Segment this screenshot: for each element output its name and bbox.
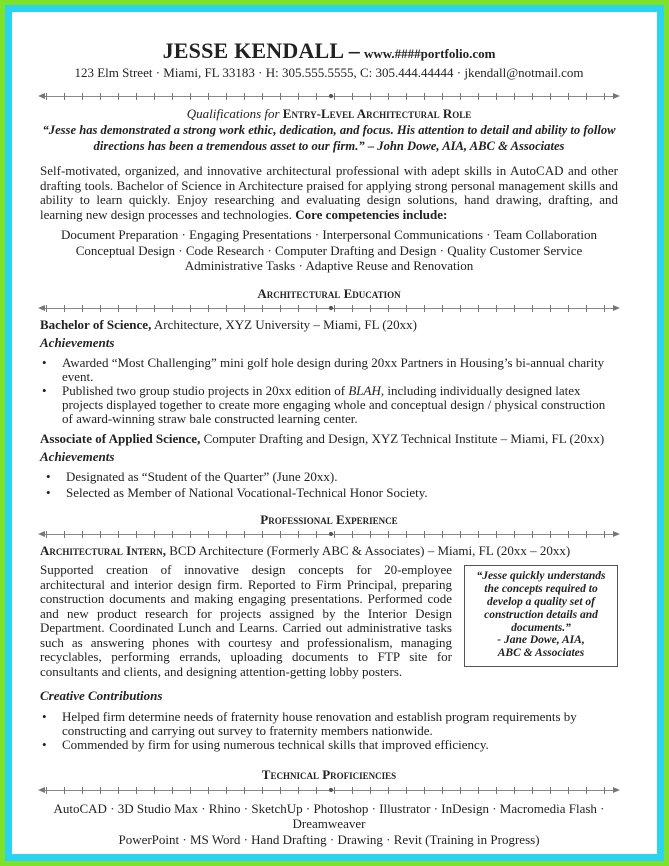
contact-line: 123 Elm Street · Miami, FL 33183 · H: 305.555.5555, C: 305.444.44444 · jkendall@notmail.com bbox=[74, 65, 584, 80]
job-description: Supported creation of innovative design concepts for 20-employee architectural and interior design firm. Reported to Firm Principal, preparing construction documents and making engaging presentations. Performed code and new product research for projects assigned by the Interior Design Department. Coordinated Lunch and Learns. Carried out administrative tasks such as answering phones with courtesy and professionalism, managing recyclables, performing errands, uploading documents to FTP site for consultants and clients, and designing attention-getting lobby posters. bbox=[40, 562, 452, 679]
recommendation-quote bbox=[30, 122, 628, 154]
list-item: • Commended by firm for using numerous technical skills that improved efficiency. bbox=[62, 738, 618, 752]
creative-contributions-label: Creative Contributions bbox=[40, 688, 163, 704]
degree-associate bbox=[40, 432, 618, 447]
degree-details: Computer Drafting and Design, XYZ Technical Institute – Miami, FL (20xx) bbox=[203, 430, 605, 446]
competencies-list bbox=[40, 227, 618, 274]
resume-content bbox=[40, 38, 618, 847]
qualifications-prefix: Qualifications for bbox=[186, 105, 280, 121]
section-heading-technical: Technical Proficiencies bbox=[261, 766, 397, 782]
creative-contributions-list bbox=[40, 710, 618, 753]
bachelor-achievements bbox=[40, 356, 618, 427]
summary-paragraph bbox=[40, 164, 618, 222]
skills-line: AutoCAD · 3D Studio Max · Rhino · SketchUp · Photoshop · Illustrator · InDesign · Macromedia Flash · Dreamweaver bbox=[53, 800, 605, 832]
header bbox=[40, 38, 618, 64]
degree-bachelor bbox=[40, 318, 618, 333]
list-item: • Published two group studio projects in 20xx edition of BLAH, including individually designed latex projects displayed together to create more engaging whole and conceptual design / physical construction of award-winning straw bale constructed learning center. bbox=[62, 384, 618, 427]
ruler-divider bbox=[38, 786, 620, 795]
achievements-label: Achievements bbox=[40, 449, 115, 465]
job-section bbox=[40, 563, 618, 679]
quote-line: “Jesse has demonstrated a strong work ethic, dedication, and focus. His attention to detail and ability to follow bbox=[42, 123, 616, 137]
associate-achievements bbox=[40, 470, 618, 500]
achievements-label: Achievements bbox=[40, 335, 115, 350]
list-item: • Designated as “Student of the Quarter” (June 20xx). bbox=[66, 470, 618, 484]
list-item: • Selected as Member of National Vocational-Technical Honor Society. bbox=[66, 486, 618, 500]
degree-details: Architecture, XYZ University – Miami, FL (20xx) bbox=[153, 316, 417, 332]
technical-skills bbox=[30, 801, 628, 848]
testimonial-author: - Jane Dowe, AIA, ABC & Associates bbox=[497, 634, 585, 660]
list-item: • Helped firm determine needs of fraternity house renovation and establish program requirements by constructing and carrying out survey to fraternity members nationwide. bbox=[62, 710, 618, 738]
competency-line: Conceptual Design · Code Research · Computer Drafting and Design · Quality Customer Service bbox=[75, 242, 583, 258]
section-heading-education: Architectural Education bbox=[257, 285, 401, 301]
job-title: Architectural Intern, bbox=[40, 542, 166, 558]
competency-line: Document Preparation · Engaging Presentations · Interpersonal Communications · Team Collaboration bbox=[60, 227, 598, 242]
skills-line: PowerPoint · MS Word · Hand Drafting · Drawing · Revit (Training in Progress) bbox=[118, 831, 540, 847]
job-heading bbox=[40, 543, 618, 559]
competency-line: Administrative Tasks · Adaptive Reuse and Renovation bbox=[184, 258, 474, 273]
qualifications-title bbox=[40, 106, 618, 122]
degree-title: Bachelor of Science, bbox=[40, 316, 152, 332]
testimonial-quote: “Jesse quickly understands the concepts required to develop a quality set of construction details and documents.” bbox=[476, 570, 606, 634]
ruler-divider bbox=[38, 530, 620, 539]
target-role: Entry-Level Architectural Role bbox=[282, 105, 472, 121]
section-heading-experience: Professional Experience bbox=[260, 511, 398, 527]
quote-line: directions has been a tremendous asset to our firm.” – John Dowe, AIA, ABC & Associates bbox=[93, 139, 565, 153]
job-details: BCD Architecture (Formerly ABC & Associates) – Miami, FL (20xx – 20xx) bbox=[169, 542, 571, 558]
core-competencies-label: Core competencies include: bbox=[295, 206, 448, 222]
list-item: • Awarded “Most Challenging” mini golf hole design during 20xx Partners in Housing’s bi-annual charity event. bbox=[62, 356, 618, 384]
testimonial-box bbox=[464, 565, 618, 667]
ruler-divider bbox=[38, 304, 620, 313]
portfolio-link[interactable]: www.####portfolio.com bbox=[363, 46, 496, 61]
candidate-name: JESSE KENDALL – bbox=[162, 38, 360, 63]
degree-title: Associate of Applied Science, bbox=[40, 430, 201, 446]
summary-text: Self-motivated, organized, and innovative architectural professional with adept skills in AutoCAD and other drafting tools. Bachelor of Science in Architecture praised for applying strong personal management skills and ability to learn quickly. Enjoy researching and evaluating design solutions, hand drawing, drafting, and learning new design processes and technologies. bbox=[40, 163, 618, 222]
ruler-divider bbox=[38, 92, 620, 101]
